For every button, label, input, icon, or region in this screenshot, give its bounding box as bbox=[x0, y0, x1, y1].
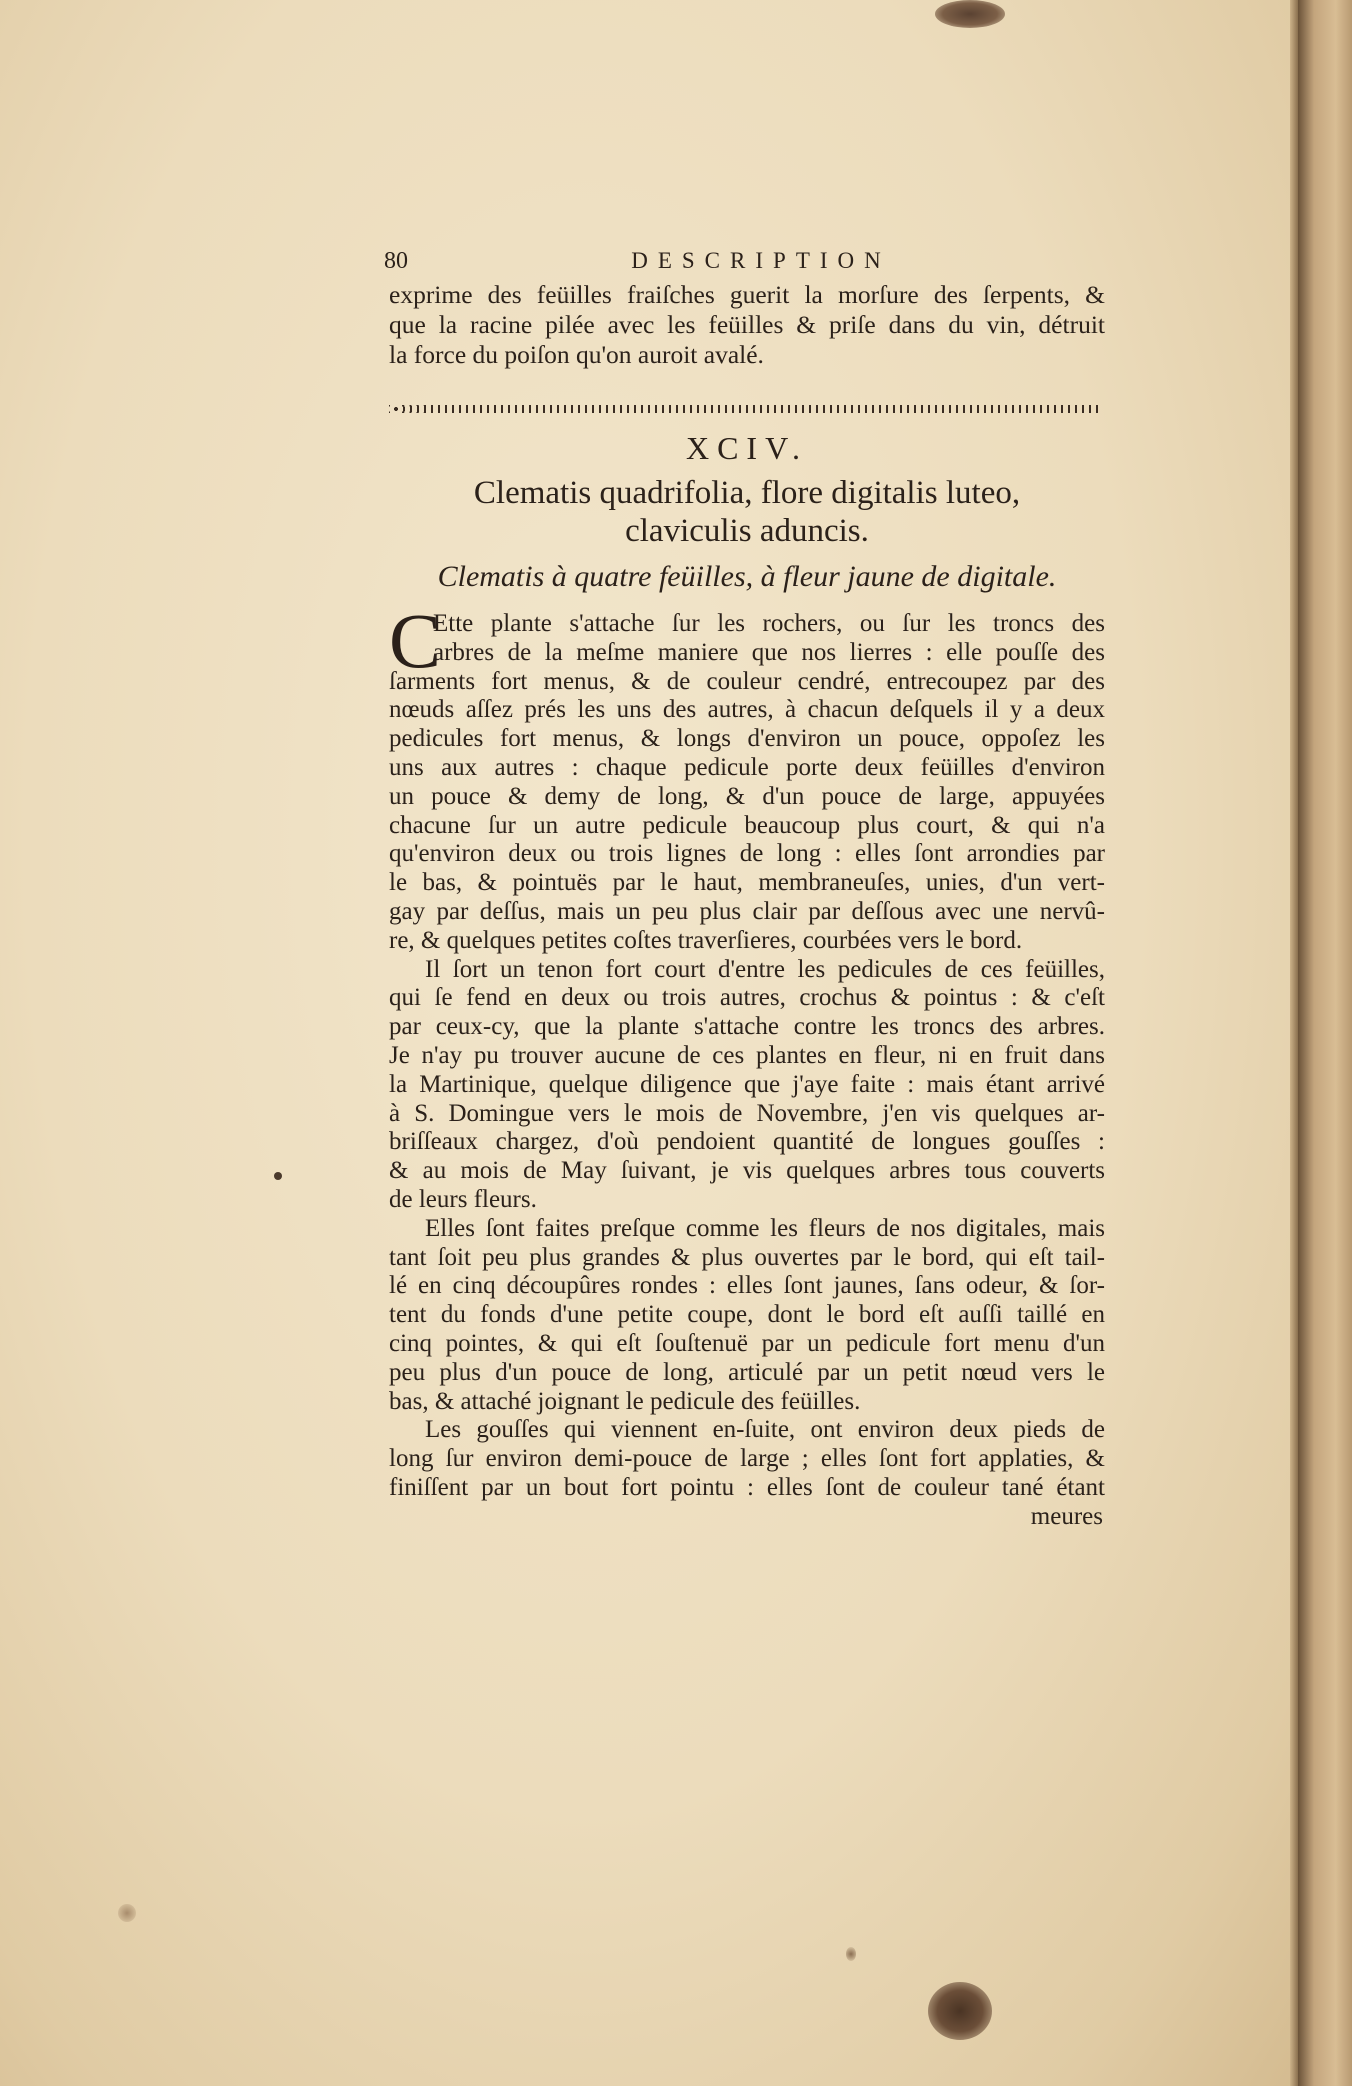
text-line: cinq pointes, & qui eſt ſouſtenuë par un pedicule fort menu d'un bbox=[389, 1329, 1105, 1357]
text-line: gay par deſſus, mais un peu plus clair par deſſous avec une nervû- bbox=[389, 897, 1105, 925]
ornament-divider bbox=[389, 405, 1101, 413]
drop-cap: C bbox=[389, 597, 442, 684]
text-line: Je n'ay pu trouver aucune de ces plantes en fleur, ni en fruit dans bbox=[389, 1041, 1105, 1069]
text-line: nœuds aſſez prés les uns des autres, à chacun deſquels il y a deux bbox=[389, 696, 1105, 724]
text-line: re, & quelques petites coſtes traverſieres, courbées vers le bord. bbox=[389, 926, 1023, 954]
running-head bbox=[384, 248, 1108, 278]
text-line: lé en cinq découpûres rondes : elles ſont jaunes, ſans odeur, & ſor- bbox=[389, 1272, 1105, 1300]
catchword: meures bbox=[1030, 1502, 1103, 1530]
previous-section-text bbox=[389, 280, 1105, 370]
text-line: Ette plante s'attache ſur les rochers, ou ſur les troncs des bbox=[433, 610, 1105, 637]
text-line: la force du poiſon qu'on auroit avalé. bbox=[389, 340, 764, 369]
text-line: ſarments fort menus, & de couleur cendré, entrecoupez par des bbox=[389, 667, 1105, 695]
text-line: Elles ſont faites preſque comme les fleurs de nos digitales, mais bbox=[425, 1214, 1105, 1242]
text-line: la Martinique, quelque diligence que j'aye faite : mais étant arrivé bbox=[389, 1070, 1105, 1098]
text-line: & au mois de May ſuivant, je vis quelques arbres tous couverts bbox=[389, 1157, 1105, 1185]
text-line: Il ſort un tenon fort court d'entre les pedicules de ces feüilles, bbox=[425, 955, 1105, 983]
text-line: à S. Domingue vers le mois de Novembre, j'en vis quelques ar- bbox=[389, 1099, 1105, 1127]
page-number: 80 bbox=[384, 248, 408, 274]
text-line: finiſſent par un bout fort pointu : elles ſont de couleur tané étant bbox=[389, 1473, 1105, 1501]
text-line: exprime des feüilles fraiſches guerit la morſure des ſerpents, & bbox=[389, 280, 1105, 309]
running-title: DESCRIPTION bbox=[631, 248, 891, 273]
page-edge bbox=[1290, 0, 1298, 2086]
stain-mark bbox=[118, 1904, 136, 1922]
text-line: uns aux autres : chaque pedicule porte deux feüilles d'environ bbox=[389, 753, 1105, 781]
text-line: le bas, & pointuës par le haut, membraneuſes, unies, d'un vert- bbox=[389, 869, 1105, 897]
latin-title-line: Clematis quadrifolia, flore digitalis luteo, bbox=[473, 475, 1021, 511]
text-line: peu plus d'un pouce de long, articulé par un petit nœud vers le bbox=[389, 1358, 1105, 1386]
text-line: long ſur environ demi-pouce de large ; elles ſont fort applaties, & bbox=[389, 1445, 1105, 1473]
text-line: qui ſe fend en deux ou trois autres, crochus & pointus : & c'eſt bbox=[389, 984, 1105, 1012]
text-line: tant ſoit peu plus grandes & plus ouvertes par le bord, qui eſt tail- bbox=[389, 1243, 1105, 1271]
text-line: par ceux-cy, que la plante s'attache contre les troncs des arbres. bbox=[389, 1013, 1105, 1041]
text-line: bas, & attaché joignant le pedicule des feüilles. bbox=[389, 1387, 861, 1415]
stain-mark bbox=[935, 0, 1005, 28]
section-body bbox=[389, 597, 1105, 1532]
stain-mark bbox=[928, 1982, 992, 2040]
text-line: arbres de la meſme maniere que nos lierres : elle pouſſe des bbox=[433, 638, 1105, 666]
adjacent-page-edge bbox=[1298, 0, 1352, 2086]
text-line: Les gouſſes qui viennent en-ſuite, ont environ deux pieds de bbox=[425, 1416, 1105, 1444]
text-line: chacune ſur un autre pedicule beaucoup plus court, & qui n'a bbox=[389, 811, 1105, 839]
text-line: de leurs fleurs. bbox=[389, 1185, 537, 1213]
stain-mark bbox=[846, 1947, 856, 1961]
text-line: briſſeaux chargez, d'où pendoient quantité de longues gouſſes : bbox=[389, 1128, 1105, 1156]
french-title: Clematis à quatre feüilles, à fleur jaune de digitale. bbox=[437, 560, 1057, 593]
text-line: un pouce & demy de long, & d'un pouce de large, appuyées bbox=[389, 782, 1105, 810]
text-line: tent du fonds d'une petite coupe, dont le bord eſt auſſi taillé en bbox=[389, 1301, 1105, 1329]
text-line: pedicules fort menus, & longs d'environ un pouce, oppoſez les bbox=[389, 725, 1105, 753]
text-line: que la racine pilée avec les feüilles & priſe dans du vin, détruit bbox=[389, 310, 1105, 339]
latin-title-line: claviculis aduncis. bbox=[625, 513, 869, 549]
stain-mark bbox=[274, 1172, 282, 1180]
section-number: XCIV. bbox=[685, 430, 809, 466]
text-line: qu'environ deux ou trois lignes de long : elles ſont arrondies par bbox=[389, 840, 1105, 868]
latin-title bbox=[389, 474, 1105, 550]
